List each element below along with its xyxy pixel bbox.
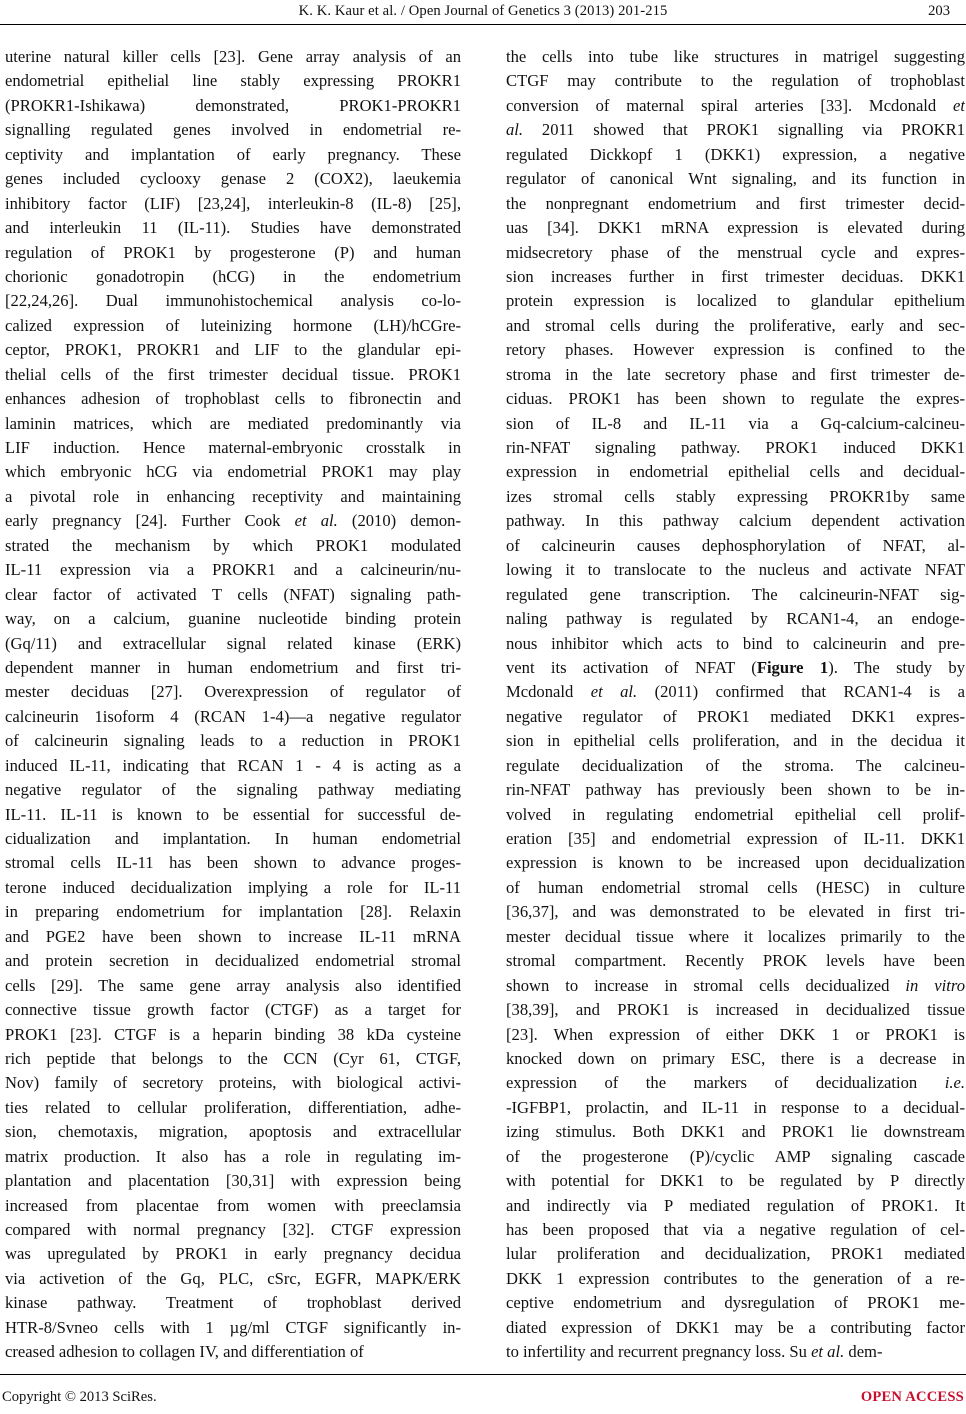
text-line: -IGFBP1, prolactin, and IL-11 in response to a decidual- bbox=[506, 1097, 965, 1117]
page-number: 203 bbox=[928, 3, 950, 19]
text-line: (Gq/11) and extracellular signal related kinase (ERK) bbox=[5, 633, 461, 653]
text-line: Nov) family of secretory proteins, with biological activi- bbox=[5, 1073, 461, 1093]
text-line: has been proposed that via a negative regulation of cel- bbox=[506, 1220, 965, 1239]
text-line: calcineurin 1isoform 4 (RCAN 1-4)—a negative regulator bbox=[5, 706, 461, 726]
text-line: izing stimulus. Both DKK1 and PROK1 lie downstream bbox=[506, 1122, 965, 1142]
text-line: vent its activation of NFAT (Figure 1). The study by bbox=[506, 657, 965, 677]
text-line: inhibitory factor (LIF) [23,24], interleukin-8 (IL-8) [25], bbox=[5, 193, 461, 213]
text-line: [23]. When expression of either DKK 1 or PROK1 is bbox=[506, 1024, 965, 1044]
text-line: via activetion of the Gq, PLC, cSrc, EGFR, MAPK/ERK bbox=[5, 1268, 461, 1288]
text-line: negative regulator of PROK1 mediated DKK1 expres- bbox=[506, 706, 965, 726]
text-line: terone induced decidualization implying a role for IL-11 bbox=[5, 877, 461, 897]
text-line: regulator of canonical Wnt signaling, and its function in bbox=[506, 169, 965, 189]
text-line: way, on a calcium, guanine nucleotide binding protein bbox=[5, 609, 461, 629]
text-line: genes included cyclooxy genase 2 (COX2), laeukemia bbox=[5, 169, 461, 189]
text-line: [22,24,26]. Dual immunohistochemical analysis co-lo- bbox=[5, 291, 461, 311]
text-line: expression in endometrial epithelial cells and decidual- bbox=[506, 462, 965, 482]
text-line: expression is known to be increased upon decidualization bbox=[506, 853, 965, 873]
text-line: and protein secretion in decidualized endometrial stromal bbox=[5, 951, 461, 971]
text-line: stromal compartment. Recently PROK levels have been bbox=[506, 951, 965, 971]
text-line: early pregnancy [24]. Further Cook et al. (2010) demon- bbox=[5, 511, 461, 531]
text-line: dependent manner in human endometrium and first tri- bbox=[5, 657, 461, 677]
text-line: [38,39], and PROK1 is increased in decidualized tissue bbox=[506, 1000, 965, 1020]
text-line: thelial cells of the first trimester decidual tissue. PROK1 bbox=[5, 364, 461, 384]
text-line: mester decidual tissue where it localizes primarily to the bbox=[506, 926, 965, 946]
text-line: eration [35] and endometrial expression of IL-11. DKK1 bbox=[506, 829, 965, 848]
text-line: of human endometrial stromal cells (HESC) in culture bbox=[506, 877, 965, 897]
text-line: retory phases. However expression is confined to the bbox=[506, 340, 965, 360]
text-line: ceptive endometrium and dysregulation of PROK1 me- bbox=[506, 1293, 965, 1313]
text-line: midsecretory phase of the menstrual cycle and expres- bbox=[506, 242, 965, 262]
text-line: conversion of maternal spiral arteries [33]. Mcdonald et bbox=[506, 95, 965, 115]
text-line: kinase pathway. Treatment of trophoblast derived bbox=[5, 1293, 461, 1313]
text-line: of calcineurin causes dephosphorylation of NFAT, al- bbox=[506, 535, 965, 555]
text-line: izes stromal cells stably expressing PROKR1by same bbox=[506, 486, 965, 506]
text-line: protein expression is localized to glandular epithelium bbox=[506, 291, 965, 311]
text-line: cidualization and implantation. In human endometrial bbox=[5, 829, 461, 848]
right-column bbox=[506, 45, 965, 1365]
text-line: al. 2011 showed that PROK1 signalling via PROKR1 bbox=[506, 120, 965, 140]
text-line: ties related to cellular proliferation, differentiation, adhe- bbox=[5, 1097, 461, 1117]
text-line: endometrial epithelial line stably expressing PROKR1 bbox=[5, 71, 461, 91]
text-line: regulated gene transcription. The calcineurin-NFAT sig- bbox=[506, 584, 965, 604]
text-line: matrix production. It also has a role in regulating im- bbox=[5, 1146, 461, 1166]
text-line: ceptivity and implantation of early pregnancy. These bbox=[5, 144, 461, 164]
text-line: CTGF may contribute to the regulation of trophoblast bbox=[506, 71, 965, 91]
text-line: sion, chemotaxis, migration, apoptosis and extracellular bbox=[5, 1122, 461, 1142]
text-line: ceptor, PROK1, PROKR1 and LIF to the glandular epi- bbox=[5, 340, 461, 360]
text-line: ciduas. PROK1 has been shown to regulate the expres- bbox=[506, 389, 965, 409]
text-line: volved in regulating endometrial epithelial cell prolif- bbox=[506, 804, 965, 824]
text-line: the nonpregnant endometrium and first trimester decid- bbox=[506, 193, 965, 213]
footer-rule bbox=[0, 1374, 966, 1375]
text-line: and stromal cells during the proliferative, early and sec- bbox=[506, 315, 965, 335]
page-header bbox=[0, 0, 966, 26]
text-line: lular proliferation and decidualization, PROK1 mediated bbox=[506, 1244, 965, 1264]
text-line: of calcineurin signaling leads to a reduction in PROK1 bbox=[5, 731, 461, 751]
text-line: diated expression of DKK1 may be a contributing factor bbox=[506, 1317, 965, 1337]
text-line: in preparing endometrium for implantation [28]. Relaxin bbox=[5, 902, 461, 922]
text-line: rich peptide that belongs to the CCN (Cyr 61, CTGF, bbox=[5, 1048, 461, 1068]
text-line: regulate decidualization of the stroma. The calcineu- bbox=[506, 755, 965, 775]
text-line: rin-NFAT pathway has previously been shown to be in- bbox=[506, 780, 965, 800]
text-line: mester deciduas [27]. Overexpression of regulator of bbox=[5, 682, 461, 702]
text-line: calized expression of luteinizing hormone (LH)/hCGre- bbox=[5, 315, 461, 335]
text-line: stromal cells IL-11 has been shown to advance proges- bbox=[5, 853, 461, 873]
text-line: Mcdonald et al. (2011) confirmed that RCAN1-4 is a bbox=[506, 682, 965, 702]
text-line: uas [34]. DKK1 mRNA expression is elevated during bbox=[506, 218, 965, 238]
text-line: which embryonic hCG via endometrial PROK1 may play bbox=[5, 462, 461, 482]
text-line: sion of IL-8 and IL-11 via a Gq-calcium-calcineu- bbox=[506, 413, 965, 433]
text-line: pathway. In this pathway calcium dependent activation bbox=[506, 511, 965, 531]
text-line: laminin matrices, which are mediated predominantly via bbox=[5, 413, 461, 433]
text-line: sion increases further in first trimester deciduas. DKK1 bbox=[506, 266, 965, 286]
text-line: to infertility and recurrent pregnancy loss. Su et al. dem- bbox=[506, 1342, 883, 1362]
text-line: regulated Dickkopf 1 (DKK1) expression, a negative bbox=[506, 144, 965, 164]
text-line: a pivotal role in enhancing receptivity and maintaining bbox=[5, 486, 461, 506]
text-line: signalling regulated genes involved in endometrial re- bbox=[5, 120, 461, 140]
text-line: creased adhesion to collagen IV, and differentiation of bbox=[5, 1342, 364, 1362]
text-line: chorionic gonadotropin (hCG) in the endometrium bbox=[5, 266, 461, 286]
text-line: IL-11 expression via a PROKR1 and a calcineurin/nu- bbox=[5, 560, 461, 580]
header-rule bbox=[0, 24, 966, 25]
running-head: K. K. Kaur et al. / Open Journal of Genetics 3 (2013) 201-215 bbox=[298, 3, 668, 19]
text-line: uterine natural killer cells [23]. Gene array analysis of an bbox=[5, 47, 461, 66]
text-line: induced IL-11, indicating that RCAN 1 - 4 is acting as a bbox=[5, 755, 461, 775]
text-line: DKK 1 expression contributes to the generation of a re- bbox=[506, 1268, 965, 1288]
text-line: strated the mechanism by which PROK1 modulated bbox=[5, 535, 461, 555]
text-line: regulation of PROK1 by progesterone (P) and human bbox=[5, 242, 461, 262]
text-line: and indirectly via P mediated regulation of PROK1. It bbox=[506, 1195, 965, 1215]
text-line: lowing it to translocate to the nucleus and activate NFAT bbox=[506, 560, 965, 580]
text-line: compared with normal pregnancy [32]. CTGF expression bbox=[5, 1220, 461, 1239]
text-line: clear factor of activated T cells (NFAT) signaling path- bbox=[5, 584, 461, 604]
text-line: PROK1 [23]. CTGF is a heparin binding 38 kDa cysteine bbox=[5, 1024, 461, 1044]
open-access-label: OPEN ACCESS bbox=[860, 1389, 964, 1405]
text-line: (PROKR1-Ishikawa) demonstrated, PROK1-PROKR1 bbox=[5, 95, 461, 115]
text-line: sion in epithelial cells proliferation, and in the decidua it bbox=[506, 731, 965, 751]
text-line: of the progesterone (P)/cyclic AMP signaling cascade bbox=[506, 1146, 965, 1166]
text-line: stroma in the late secretory phase and first trimester de- bbox=[506, 364, 965, 384]
left-column bbox=[5, 45, 461, 1365]
text-line: [36,37], and was demonstrated to be elevated in first tri- bbox=[506, 902, 965, 922]
text-line: knocked down on primary ESC, there is a decrease in bbox=[506, 1048, 965, 1068]
text-line: expression of the markers of decidualization i.e. bbox=[506, 1073, 965, 1093]
text-line: naling pathway is regulated by RCAN1-4, an endoge- bbox=[506, 609, 965, 629]
text-line: nous inhibitor which acts to bind to calcineurin and pre- bbox=[506, 633, 965, 653]
text-line: IL-11. IL-11 is known to be essential for successful de- bbox=[5, 804, 461, 824]
text-line: was upregulated by PROK1 in early pregnancy decidua bbox=[5, 1244, 461, 1264]
text-line: shown to increase in stromal cells decidualized in vitro bbox=[506, 975, 965, 995]
text-line: rin-NFAT signaling pathway. PROK1 induced DKK1 bbox=[506, 438, 965, 457]
text-line: and PGE2 have been shown to increase IL-11 mRNA bbox=[5, 926, 461, 946]
text-line: negative regulator of the signaling pathway mediating bbox=[5, 780, 461, 800]
text-line: connective tissue growth factor (CTGF) as a target for bbox=[5, 1000, 461, 1020]
text-line: HTR-8/Svneo cells with 1 µg/ml CTGF significantly in- bbox=[5, 1317, 461, 1337]
text-line: the cells into tube like structures in matrigel suggesting bbox=[506, 47, 965, 66]
text-line: LIF induction. Hence maternal-embryonic crosstalk in bbox=[5, 438, 461, 457]
text-line: enhances adhesion of trophoblast cells to fibronectin and bbox=[5, 389, 461, 409]
text-line: and interleukin 11 (IL-11). Studies have demonstrated bbox=[5, 218, 461, 238]
text-line: with potential for DKK1 to be regulated by P directly bbox=[506, 1171, 965, 1191]
text-line: increased from placentae from women with preeclamsia bbox=[5, 1195, 461, 1215]
text-line: plantation and placentation [30,31] with expression being bbox=[5, 1171, 461, 1191]
text-line: cells [29]. The same gene array analysis also identified bbox=[5, 975, 461, 995]
copyright-notice: Copyright © 2013 SciRes. bbox=[2, 1389, 157, 1405]
